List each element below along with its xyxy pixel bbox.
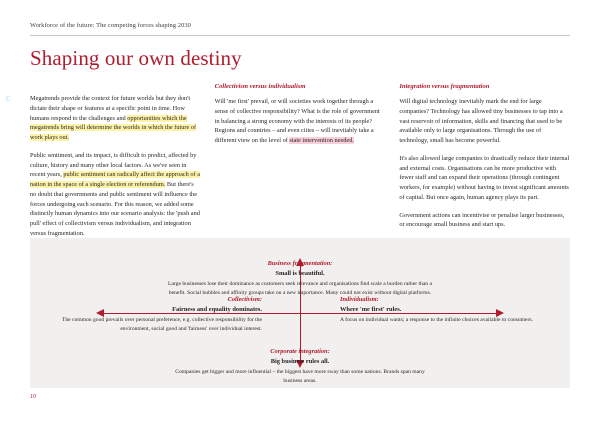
quadrant-bottom-subtitle: Big business rules all. [270,357,330,365]
column-3 [399,83,570,238]
column-3-paragraph-1: Will digital technology inevitably mark the end for large companies? Technology has allowed tiny businesses to tap into a vast reservoir of information, skills and financing that used to be available only to large organisations. Through the use of technology, small has become powerful. [399,98,563,144]
quadrant-bottom-title: Corporate integration: [270,348,330,355]
quadrant-top [160,260,440,297]
quadrant-bottom [168,348,432,385]
column-1-paragraph-1: Megatrends provide the context for future worlds but they don't dictate their shape or features at a specific point in time. How humans respond to the challenges and opportunities which the megatrends bring will determine the worlds in which the future of work plays out. [30,95,197,141]
side-margin-mark: C [6,95,12,103]
page-title: Shaping our own destiny [30,46,242,70]
quadrant-left-subtitle: Fairness and equality dominates. [172,305,262,313]
quadrant-left-title: Collectivism: [227,296,262,303]
header-divider [30,35,570,36]
column-1 [30,83,201,247]
body-columns [30,83,570,247]
column-2 [215,83,386,154]
column-3-paragraph-2: It's also allowed large companies to drastically reduce their internal and external costs. Organisations can be more productive with fewer staff and can expand their operations (through contingent workers, for example) without having to invest significant amounts of capital. But once again, human agency plays its part. [399,154,570,201]
quadrant-right-subtitle: Where 'me first' rules. [340,305,402,313]
page-number: 10 [30,394,36,400]
column-1-heading-spacer [30,83,201,94]
column-2-paragraph-1: Will 'me first' prevail, or will societies work together through a sense of collective responsibility? What is the role of government in balancing a strong economy with the interests of its people? Regions and countries – and even cities – will inevitably take a different view on the level of state intervention needed. [214,98,380,144]
quadrant-top-subtitle: Small is beautiful. [275,269,325,277]
quadrant-left-body: The common good prevails over personal preference, e.g. collective responsibility for the environment, social good and 'fairness' over individual interest. [61,317,262,332]
quadrant-right [340,296,546,325]
running-head: Workforce of the future: The competing forces shaping 2030 [30,22,191,29]
column-1-paragraph-2: Public sentiment, and its impact, is difficult to predict, affected by culture, history and many other local factors. As we've seen in recent years, public sentiment can radically affect the approach of a nation in the space of a single election or referendum. But there's no doubt that governments and public sentiment will influence the forces undergoing each scenario. For this reason, we added some distinctly human dynamics into our scenario analysis: the 'push and pull' effect of collectivism versus individualism, and integration versus fragmentation. [30,151,200,237]
column-2-heading: Collectivism versus individualism [214,83,306,90]
quadrant-top-body: Large businesses lose their dominance as customers seek relevance and organisations find scale a burden rather than a benefit. Social bubbles and affinity groups take on a new importance. Many could not exist without digital platforms. [167,281,432,296]
quadrant-left [52,296,262,333]
column-3-heading: Integration versus fragmentation [399,83,490,90]
column-3-paragraph-3: Government actions can incentivise or penalise larger businesses, or encourage small business and start ups. [399,211,565,229]
quadrant-bottom-body: Companies get bigger and more influential – the biggest have more sway than some nations. Brands span many business areas. [175,369,425,384]
quadrant-diagram [30,238,570,388]
quadrant-right-body: A focus on individual wants; a response to the infinite choices available to consumers. [340,317,533,324]
quadrant-right-title: Individualism: [340,296,379,303]
quadrant-top-title: Business fragmentation: [267,260,333,267]
